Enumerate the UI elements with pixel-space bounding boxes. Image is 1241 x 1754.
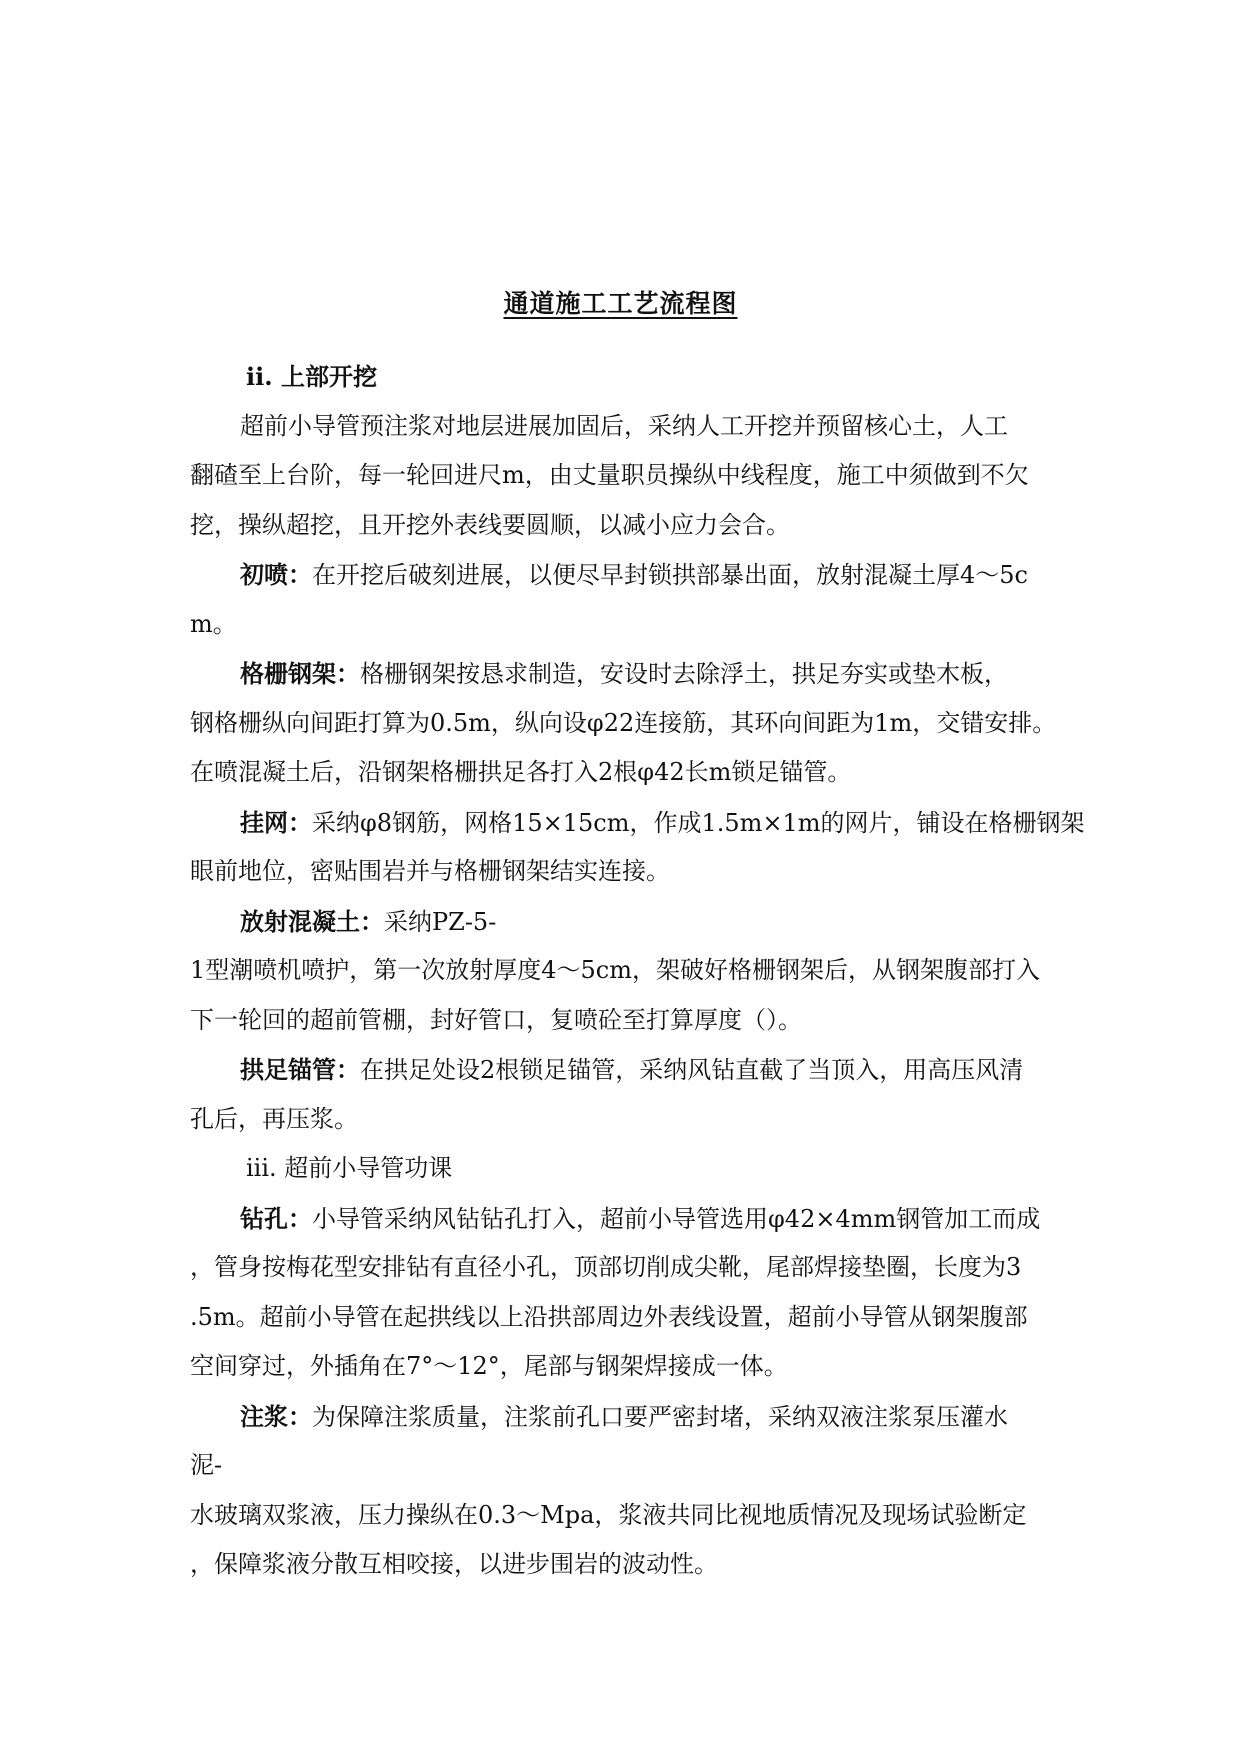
paragraph-line: 1型潮喷机喷护，第一次放射厚度4～5cm，架破好格栅钢架后，从钢架腹部打入 <box>190 956 1041 984</box>
paragraph-line: 挖，操纵超挖，且开挖外表线要圆顺，以减小应力会合。 <box>190 510 790 539</box>
paragraph-fangshe <box>190 897 1062 947</box>
paragraph-text: 格栅钢架按恳求制造，安设时去除浮土，拱足夯实或垫木板， <box>360 660 1008 688</box>
paragraph-line: ，管身按梅花型安排钻有直径小孔，顶部切削成尖靴，尾部焊接垫圈，长度为3 <box>190 1253 1022 1281</box>
paragraph-gezha <box>190 649 1062 699</box>
paragraph-line: 在喷混凝土后，沿钢架格栅拱足各打入2根φ42长m锁足锚管。 <box>190 758 852 786</box>
paragraph-zuankong <box>190 1194 1062 1244</box>
term-label: 格栅钢架： <box>240 659 360 688</box>
paragraph-text: 小导管采纳风钻钻孔打入，超前小导管选用φ42×4mm钢管加工而成 <box>312 1204 1041 1233</box>
paragraph-text: 采纳φ8钢筋，网格15×15cm，作成1.5m×1m的网片，铺设在格栅钢架 <box>312 808 1085 837</box>
paragraph-text: 在拱足处设2根锁足锚管，采纳风钻直截了当顶入，用高压风清 <box>360 1056 1024 1084</box>
paragraph-line: 下一轮回的超前管棚，封好管口，复喷砼至打算厚度（）。 <box>190 1005 802 1034</box>
paragraph-text: 为保障注浆质量，注浆前孔口要严密封堵，采纳双液注浆泵压灌水 <box>312 1402 1008 1431</box>
paragraph-line: 泥- <box>190 1451 223 1479</box>
paragraph-chupen <box>190 550 1062 600</box>
term-label: 放射混凝土： <box>240 906 384 936</box>
term-label: 拱足锚管： <box>240 1055 360 1084</box>
document-body <box>190 352 1085 1590</box>
term-label: 钻孔： <box>240 1203 312 1233</box>
paragraph-zhujiang <box>190 1392 1062 1442</box>
paragraph-line: .5m。超前小导管在起拱线以上沿拱部周边外表线设置，超前小导管从钢架腹部 <box>190 1302 1028 1331</box>
page-title: 通道施工工艺流程图 <box>503 289 738 318</box>
paragraph-line: 空间穿过，外插角在7°～12°，尾部与钢架焊接成一体。 <box>190 1352 788 1380</box>
paragraph-text: 在开挖后破刻进展，以便尽早封锁拱部暴出面，放射混凝土厚4～5c <box>312 561 1028 589</box>
paragraph-gongzu <box>190 1045 1062 1095</box>
term-label: 注浆： <box>240 1401 312 1431</box>
paragraph-line: 翻碴至上台阶，每一轮回进尺m，由丈量职员操纵中线程度，施工中须做到不欠 <box>190 461 1029 489</box>
section-heading-iii: iii. 超前小导管功课 <box>246 1154 453 1182</box>
section-heading-ii: ii. 上部开挖 <box>246 362 377 391</box>
term-label: 初喷： <box>240 560 312 589</box>
paragraph-line: 超前小导管预注浆对地层进展加固后，采纳人工开挖并预留核心土，人工 <box>240 411 1008 440</box>
paragraph-text: 采纳PZ-5- <box>384 907 497 936</box>
term-label: 挂网： <box>240 807 312 837</box>
paragraph-line: 钢格栅纵向间距打算为0.5m，纵向设φ22连接筋，其环向间距为1m，交错安排。 <box>190 708 1057 737</box>
paragraph-line: 眼前地位，密贴围岩并与格栅钢架结实连接。 <box>190 857 670 885</box>
paragraph-line: m。 <box>190 609 237 638</box>
paragraph-line: ，保障浆液分散互相咬接，以进步围岩的波动性。 <box>190 1550 718 1578</box>
paragraph-line: 孔后，再压浆。 <box>190 1104 358 1133</box>
paragraph-line: 水玻璃双浆液，压力操纵在0.3～Mpa，浆液共同比视地质情况及现场试验断定 <box>190 1500 1027 1529</box>
paragraph-guawang <box>190 798 1085 848</box>
